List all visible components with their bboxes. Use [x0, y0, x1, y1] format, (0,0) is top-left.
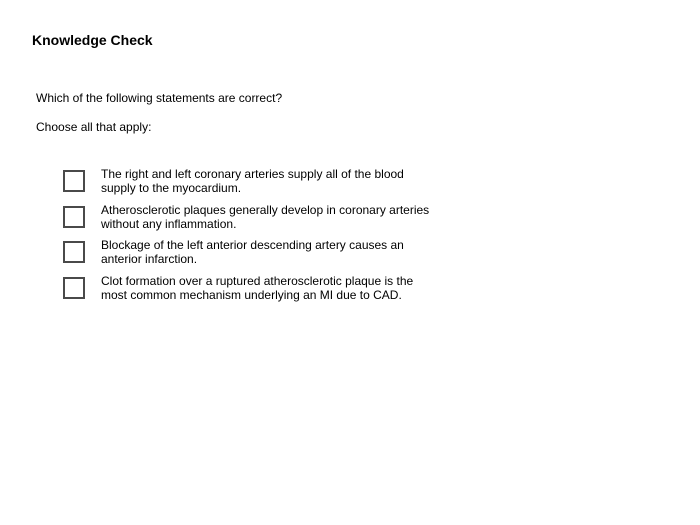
answer-checkbox-1[interactable] — [63, 170, 85, 192]
answer-option[interactable] — [63, 203, 463, 239]
answer-option[interactable] — [63, 167, 463, 203]
page-title: Knowledge Check — [32, 32, 153, 48]
answer-option-label: Atherosclerotic plaques generally develop in coronary arteries without any inflammation. — [101, 202, 430, 231]
answer-checkbox-2[interactable] — [63, 206, 85, 228]
answer-options-list — [63, 167, 463, 309]
answer-checkbox-3[interactable] — [63, 241, 85, 263]
answer-option-label: The right and left coronary arteries supply all of the blood supply to the myocardium. — [101, 167, 404, 195]
answer-option[interactable] — [63, 238, 463, 274]
answer-checkbox-4[interactable] — [63, 277, 85, 299]
answer-option-label: Blockage of the left anterior descending artery causes an anterior infarction. — [101, 238, 404, 266]
question-prompt: Which of the following statements are correct? — [36, 91, 283, 105]
answer-option[interactable] — [63, 274, 463, 310]
question-instruction: Choose all that apply: — [36, 120, 152, 134]
answer-option-label: Clot formation over a ruptured atherosclerotic plaque is the most common mechanism underlying an MI due to CAD. — [101, 273, 414, 302]
